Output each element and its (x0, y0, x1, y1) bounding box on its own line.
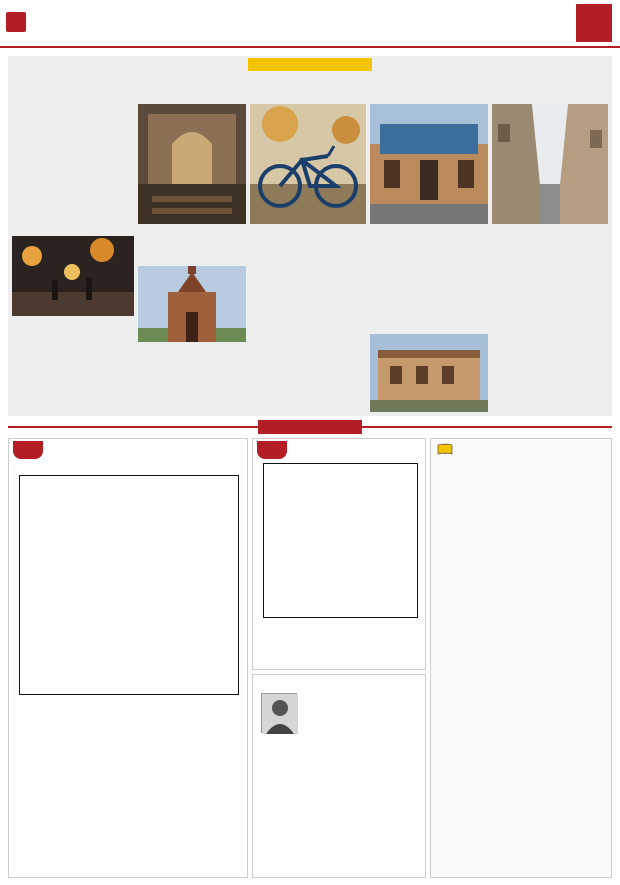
sudoku-badge (257, 441, 287, 459)
short-story-column-2 (435, 473, 519, 873)
temple-facade-image (370, 104, 488, 224)
crossword-row-numbers (240, 475, 248, 695)
photo-street-alley (492, 104, 608, 224)
article-column-4 (12, 104, 134, 222)
night-street-image (12, 236, 134, 316)
article-column-4b (12, 320, 134, 412)
newspaper-logo[interactable] (552, 4, 612, 42)
fire-temple-image (370, 334, 488, 412)
feature-article (8, 56, 612, 416)
martyr-will-box (252, 674, 426, 878)
crossword-badge (13, 441, 43, 459)
caption-street (492, 228, 608, 250)
martyr-portrait (261, 693, 297, 733)
article-column-1b (370, 266, 488, 330)
article-column-1 (492, 254, 608, 412)
crossword-box (8, 438, 248, 878)
portrait-image (262, 694, 298, 734)
bicycle-image (250, 104, 366, 224)
short-story-box (430, 438, 612, 878)
photo-fire-temple (370, 334, 488, 412)
sudoku-box (252, 438, 426, 670)
martyr-will-column-1 (341, 739, 423, 875)
photo-bicycle (250, 104, 366, 224)
street-alley-image (492, 104, 608, 224)
masthead (0, 0, 620, 48)
puzzles-title (258, 420, 362, 434)
photo-church-exterior (138, 266, 246, 342)
caption-church (138, 228, 246, 250)
article-kicker (248, 58, 372, 71)
church-interior-image (138, 104, 246, 224)
photo-church-interior (138, 104, 246, 224)
martyr-will-column-2 (257, 739, 339, 875)
photo-temple-facade (370, 104, 488, 224)
caption-bicycle (250, 228, 366, 250)
church-exterior-image (138, 266, 246, 342)
article-column-3 (138, 346, 246, 412)
crossword-down-clues (15, 701, 127, 876)
crossword-across-clues (131, 701, 243, 876)
page-number (6, 12, 26, 32)
short-story-column-1 (525, 473, 609, 873)
crossword-grid[interactable] (19, 475, 239, 695)
caption-temple (370, 228, 488, 250)
sudoku-grid[interactable] (263, 463, 418, 618)
logo-box (576, 4, 612, 42)
photo-night-street (12, 236, 134, 316)
crossword-column-numbers (19, 463, 239, 473)
puzzles-section-header (8, 420, 612, 434)
book-icon (437, 443, 453, 455)
article-column-2 (250, 266, 366, 412)
